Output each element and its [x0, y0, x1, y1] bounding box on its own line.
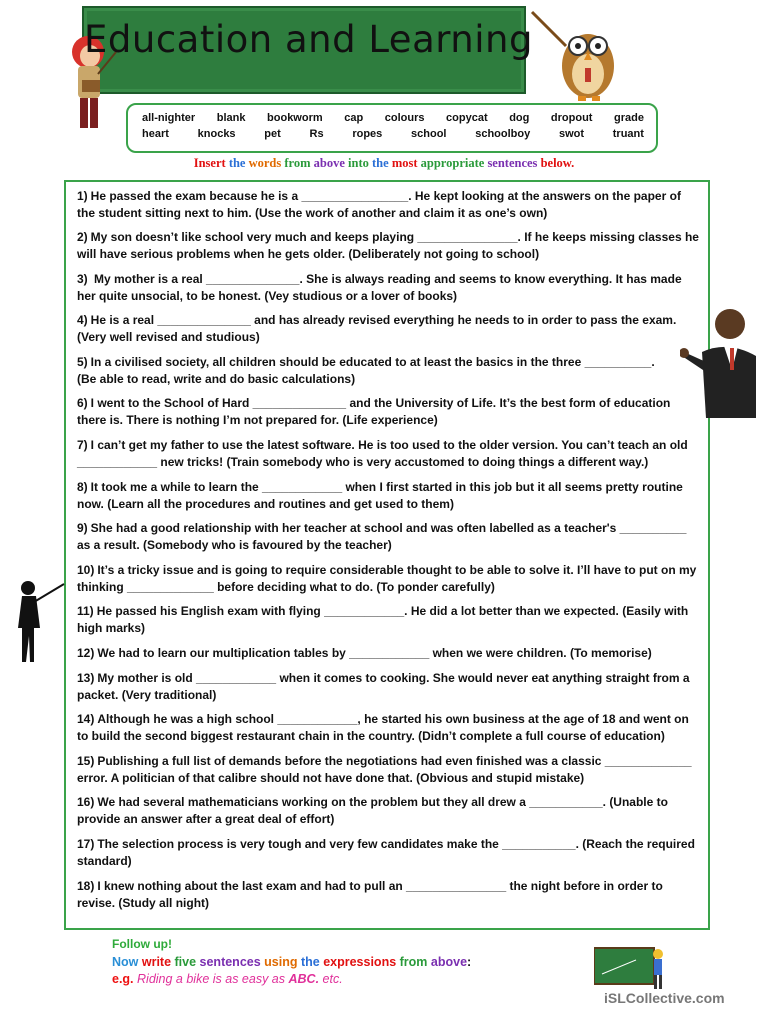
word-bank-word: cap	[344, 112, 364, 124]
question-item	[77, 645, 701, 662]
follow-up-word: from	[399, 955, 431, 969]
question-number: 13)	[77, 671, 95, 685]
word-bank-word: blank	[216, 112, 246, 124]
question-number: 16)	[77, 795, 95, 809]
question-number: 4)	[77, 313, 88, 327]
question-number: 8)	[77, 480, 88, 494]
question-item	[77, 794, 701, 828]
question-text: We had several mathematicians working on the problem but they all drew a ___________. (Unable to provide an answer after a great deal of effort)	[77, 795, 668, 826]
instruction-word: most	[391, 156, 421, 170]
question-text: It’s a tricky issue and is going to require considerable thought to be able to solve it. I’ll have to put on my thinking _____________ before deciding what to do. (To ponder carefully)	[77, 563, 697, 594]
word-bank-row-2	[142, 128, 644, 140]
example-abc: ABC.	[288, 972, 320, 986]
follow-up-word: the	[300, 955, 324, 969]
instruction-text	[0, 156, 768, 171]
question-text: He passed the exam because he is a ________________. He kept looking at the answers on the paper of the student sitting next to him. (Use the work of another and claim it as one’s own)	[77, 189, 681, 220]
instruction-word: below.	[540, 156, 575, 170]
question-item	[77, 271, 701, 305]
question-text: He passed his English exam with flying ____________. He did a lot better than we expected. (Easily with high marks)	[77, 604, 689, 635]
question-text: Publishing a full list of demands before the negotiations had even finished was a classic _____________ error. A politician of that calibre should not have done that. (Obvious and stupid mistake)	[77, 754, 692, 785]
instruction-word: sentences	[487, 156, 541, 170]
word-bank-row-1	[142, 112, 644, 124]
question-number: 17)	[77, 837, 95, 851]
question-item	[77, 878, 701, 912]
follow-up-word: using	[264, 955, 301, 969]
question-text: I knew nothing about the last exam and had to pull an _______________ the night before in order to revise. (Study all night)	[77, 879, 663, 910]
question-number: 1)	[77, 189, 88, 203]
word-bank-word: bookworm	[267, 112, 323, 124]
question-item	[77, 711, 701, 745]
word-bank-word: school	[411, 128, 447, 140]
question-text: She had a good relationship with her teacher at school and was often labelled as a teacher's __________ as a result. (Somebody who is favoured by the teacher)	[77, 521, 687, 552]
question-item	[77, 354, 677, 388]
question-number: 10)	[77, 563, 95, 577]
word-bank-word: Rs	[309, 128, 324, 140]
follow-up-word: expressions	[323, 955, 400, 969]
question-text: He is a real ______________ and has already revised everything he needs to in order to pass the exam. (Very well revised and studious)	[77, 313, 677, 344]
word-bank-word: pet	[264, 128, 281, 140]
question-number: 11)	[77, 604, 94, 618]
question-text: My son doesn’t like school very much and keeps playing _______________. If he keeps missing classes he will have serious problems when he gets older. (Deliberately not going to school)	[77, 230, 699, 261]
question-text: My mother is old ____________ when it comes to cooking. She would never eat anything straight from a packet. (Very traditional)	[77, 671, 690, 702]
question-text: I can’t get my father to use the latest software. He is too used to the older version. You can’t teach an old ____________ new tricks! (Train somebody who is very accustomed to doing things a different way.)	[77, 438, 688, 469]
follow-up-word: above	[430, 955, 468, 969]
question-item	[77, 753, 701, 787]
word-bank-word: dropout	[550, 112, 593, 124]
question-number: 2)	[77, 230, 88, 244]
word-bank-word: heart	[142, 128, 169, 140]
instruction-word: the	[228, 156, 249, 170]
question-item	[77, 670, 701, 704]
question-text: We had to learn our multiplication tables by ____________ when we were children. (To memorise)	[97, 646, 652, 660]
example-etc: etc.	[319, 972, 343, 986]
word-bank-word: dog	[509, 112, 530, 124]
follow-up-word: five	[174, 955, 200, 969]
question-text: I went to the School of Hard ______________ and the University of Life. It’s the best form of education there is. There is nothing I’m not prepared for. (Life experience)	[77, 396, 671, 427]
page-title: Education and Learning	[84, 18, 533, 61]
question-item	[77, 520, 701, 554]
example-text: Riding a bike is as easy as	[137, 972, 289, 986]
follow-up-word: Now	[112, 955, 142, 969]
instruction-word: above	[313, 156, 349, 170]
follow-up-word: :	[467, 955, 472, 969]
word-bank-word: schoolboy	[475, 128, 531, 140]
instruction-word: appropriate	[420, 156, 488, 170]
teacher-silhouette	[12, 578, 66, 666]
question-text: Although he was a high school ____________, he started his own business at the age of 18 and went on to build the second biggest restaurant chain in the country. (Didn’t complete a full course of education)	[77, 712, 689, 743]
instruction-word: into	[348, 156, 373, 170]
exercise-box	[64, 180, 710, 930]
question-item	[77, 437, 701, 471]
question-item	[77, 836, 701, 870]
question-item	[77, 479, 701, 513]
question-number: 9)	[77, 521, 88, 535]
watermark: iSLCollective.com	[604, 990, 725, 1006]
question-item	[77, 188, 701, 222]
instruction-word: words	[248, 156, 285, 170]
word-bank-word: swot	[558, 128, 585, 140]
question-item	[77, 312, 689, 346]
word-bank-word: truant	[612, 128, 644, 140]
follow-up-word: write	[141, 955, 175, 969]
follow-up-word: sentences	[199, 955, 265, 969]
follow-up-instruction	[112, 955, 471, 969]
question-text: The selection process is very tough and very few candidates make the ___________. (Reach the required standard)	[77, 837, 695, 868]
question-text: My mother is a real ______________. She is always reading and seems to know everything. It has made her quite unsocial, to be honest. (Vey studious or a lover of books)	[77, 272, 682, 303]
question-text: In a civilised society, all children should be educated to at least the basics in the three __________. (Be able to read, write and do basic calculations)	[77, 355, 655, 386]
question-number: 3)	[77, 272, 88, 286]
word-bank-word: grade	[614, 112, 644, 124]
question-item	[77, 395, 689, 429]
word-bank-word: copycat	[446, 112, 488, 124]
word-bank-word: all-nighter	[142, 112, 196, 124]
question-text: It took me a while to learn the ____________ when I first started in this job but it all seems pretty routine now. (Learn all the procedures and routines and get used to them)	[77, 480, 683, 511]
question-number: 7)	[77, 438, 88, 452]
question-number: 14)	[77, 712, 95, 726]
follow-up-title: Follow up!	[112, 937, 172, 951]
question-number: 15)	[77, 754, 95, 768]
word-bank-word: colours	[384, 112, 425, 124]
question-item	[77, 562, 701, 596]
follow-up-example	[112, 972, 343, 986]
question-number: 12)	[77, 646, 95, 660]
instruction-word: the	[372, 156, 392, 170]
question-number: 5)	[77, 355, 88, 369]
question-item	[77, 229, 701, 263]
question-number: 18)	[77, 879, 95, 893]
word-bank-word: knocks	[197, 128, 236, 140]
question-item	[77, 603, 701, 637]
instruction-word: Insert	[193, 156, 229, 170]
example-prefix: e.g.	[112, 972, 138, 986]
question-number: 6)	[77, 396, 88, 410]
word-bank	[126, 103, 658, 153]
small-chalkboard-illustration	[594, 946, 670, 992]
word-bank-word: ropes	[352, 128, 383, 140]
instruction-word: from	[284, 156, 314, 170]
businessman-illustration	[680, 300, 764, 418]
